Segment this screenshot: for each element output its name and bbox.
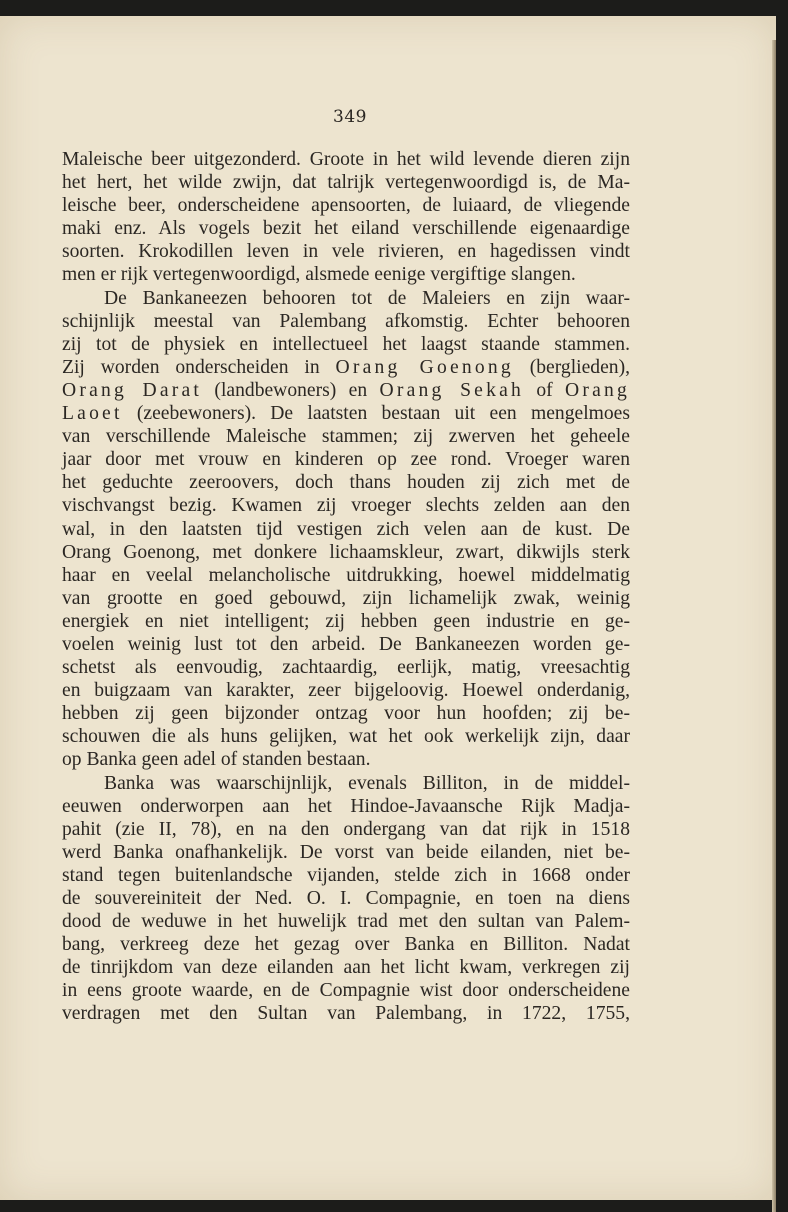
text-run: Zij worden onderscheiden in <box>62 356 336 378</box>
text-run: de souvereiniteit der Ned. O. I. Compagnie, en toen na diens <box>62 888 630 909</box>
text-line <box>62 194 630 217</box>
text-run: jaar door met vrouw en kinderen op zee rond. Vroeger waren <box>62 449 630 471</box>
text-line <box>62 864 630 887</box>
text-line <box>62 471 630 494</box>
text-line <box>62 171 630 194</box>
text-run: men er rijk vertegenwoordigd, alsmede eenige vergiftige slangen. <box>62 264 576 286</box>
text-run: (berglieden), <box>513 356 630 378</box>
book-page <box>0 16 776 1200</box>
text-line <box>62 933 630 956</box>
text-run: zij tot de physiek en intellectueel het laagst staande stammen. <box>62 333 630 355</box>
spaced-name: Orang Darat <box>62 379 203 401</box>
spaced-name: Orang Sekah <box>379 379 524 401</box>
text-run: van verschillende Maleische stammen; zij zwerven het geheele <box>62 426 630 448</box>
text-run: (landbewoners) en <box>202 379 380 401</box>
text-line <box>62 656 630 679</box>
text-run: het hert, het wilde zwijn, dat talrijk vertegenwoordigd is, de Ma- <box>62 172 630 194</box>
text-run: voelen weinig lust tot den arbeid. De Bankaneezen worden ge- <box>62 633 630 655</box>
text-line <box>62 956 630 979</box>
text-line <box>62 356 630 379</box>
text-run: Maleische beer uitgezonderd. Groote in het wild levende dieren zijn <box>62 149 630 170</box>
text-line <box>62 795 630 818</box>
text-run: of <box>523 379 566 401</box>
text-line <box>62 887 630 910</box>
text-run: werd Banka onafhankelijk. De vorst van beide eilanden, niet be- <box>62 841 630 863</box>
text-line <box>62 702 630 725</box>
text-line <box>62 633 630 656</box>
page-edge <box>772 40 776 1212</box>
text-line <box>62 333 630 356</box>
text-line <box>62 679 630 702</box>
spaced-name: Laoet <box>62 403 123 425</box>
text-run: in eens groote waarde, en de Compagnie wist door onderscheidene <box>62 980 630 1002</box>
text-line <box>62 564 630 587</box>
text-run: de tinrijkdom van deze eilanden aan het licht kwam, verkregen zij <box>62 957 630 979</box>
text-line <box>62 379 630 402</box>
text-line <box>62 587 630 610</box>
spaced-name: Orang <box>565 379 631 401</box>
text-line <box>62 425 630 448</box>
text-line <box>62 448 630 471</box>
text-line <box>62 287 630 310</box>
text-run: Banka was waarschijnlijk, evenals Billiton, in de middel- <box>104 772 630 794</box>
body-text <box>62 148 630 1026</box>
text-run: bang, verkreeg deze het gezag over Banka en Billiton. Nadat <box>62 934 630 956</box>
text-run: De Bankaneezen behooren tot de Maleiers en zijn waar- <box>104 287 630 309</box>
page-number: 349 <box>333 107 367 127</box>
spaced-name: Orang Goenong <box>335 356 514 378</box>
text-run: en buigzaam van karakter, zeer bijgeloovig. Hoewel onderdanig, <box>62 680 630 702</box>
text-run: het geduchte zeeroovers, doch thans houden zij zich met de <box>62 472 630 494</box>
text-line <box>62 310 630 333</box>
text-run: schijnlijk meestal van Palembang afkomstig. Echter behooren <box>62 310 630 332</box>
text-run: schetst als eenvoudig, zachtaardig, eerlijk, matig, vreesachtig <box>62 657 630 679</box>
text-line <box>62 979 630 1002</box>
text-run: energiek en niet intelligent; zij hebben geen industrie en ge- <box>62 610 630 632</box>
text-run: (zeebewoners). De laatsten bestaan uit een mengelmoes <box>122 403 630 425</box>
text-line <box>62 772 630 795</box>
text-line <box>62 610 630 633</box>
text-run: wal, in den laatsten tijd vestigen zich velen aan de kust. De <box>62 518 630 540</box>
text-line <box>62 518 630 541</box>
text-run: dood de weduwe in het huwelijk trad met den sultan van Palem- <box>62 911 630 933</box>
text-run: verdragen met den Sultan van Palembang, in 1722, 1755, <box>62 1003 630 1025</box>
text-run: Orang Goenong, met donkere lichaamskleur, zwart, dikwijls sterk <box>62 541 630 563</box>
text-line <box>62 494 630 517</box>
text-line <box>62 263 630 286</box>
text-run: eeuwen onderworpen aan het Hindoe-Javaansche Rijk Madja- <box>62 795 630 817</box>
text-run: van grootte en goed gebouwd, zijn lichamelijk zwak, weinig <box>62 587 630 609</box>
text-run: leische beer, onderscheidene apensoorten, de luiaard, de vliegende <box>62 195 630 217</box>
text-line <box>62 818 630 841</box>
text-run: pahit (zie II, 78), en na den ondergang van dat rijk in 1518 <box>62 818 630 840</box>
text-line <box>62 217 630 240</box>
text-run: schouwen die als huns gelijken, wat het ook werkelijk zijn, daar <box>62 726 630 748</box>
text-line <box>62 541 630 564</box>
text-run: haar en veelal melancholische uitdrukking, hoewel middelmatig <box>62 564 630 586</box>
text-run: hebben zij geen bijzonder ontzag voor hun hoofden; zij be- <box>62 703 630 725</box>
text-line <box>62 725 630 748</box>
text-run: soorten. Krokodillen leven in vele rivieren, en hagedissen vindt <box>62 241 630 263</box>
text-run: maki enz. Als vogels bezit het eiland verschillende eigenaardige <box>62 218 630 240</box>
text-line <box>62 1002 630 1025</box>
text-line <box>62 748 630 771</box>
text-line <box>62 402 630 425</box>
text-run: op Banka geen adel of standen bestaan. <box>62 749 371 771</box>
text-line <box>62 841 630 864</box>
text-run: stand tegen buitenlandsche vijanden, stelde zich in 1668 onder <box>62 864 630 886</box>
text-run: vischvangst bezig. Kwamen zij vroeger slechts zelden aan den <box>62 495 630 517</box>
text-line <box>62 910 630 933</box>
text-line <box>62 240 630 263</box>
text-line <box>62 148 630 171</box>
